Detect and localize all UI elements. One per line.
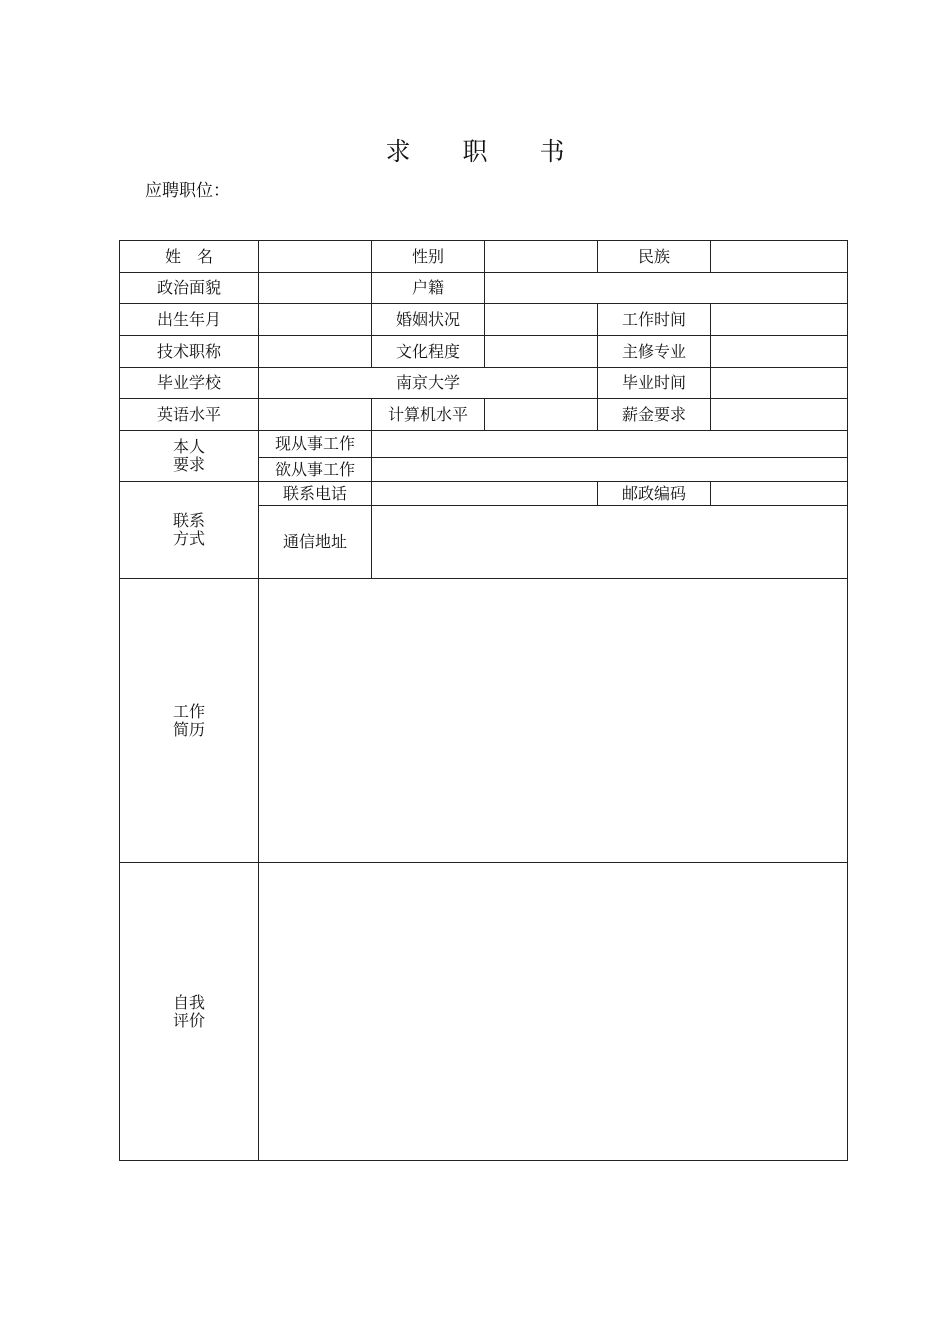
school-field[interactable]: 南京大学 <box>259 368 598 399</box>
address-label: 通信地址 <box>259 506 372 579</box>
english-level-field[interactable] <box>259 399 372 431</box>
work-start-label: 工作时间 <box>598 304 711 336</box>
self-evaluation-label-line1: 自我 <box>172 992 205 1012</box>
desired-job-field[interactable] <box>372 458 848 482</box>
computer-level-label: 计算机水平 <box>372 399 485 431</box>
salary-label: 薪金要求 <box>598 399 711 431</box>
marital-status-field[interactable] <box>485 304 598 336</box>
postcode-label: 邮政编码 <box>598 482 711 506</box>
current-job-field[interactable] <box>372 431 848 458</box>
technical-title-field[interactable] <box>259 336 372 368</box>
hukou-field[interactable] <box>485 273 848 304</box>
salary-field[interactable] <box>711 399 848 431</box>
self-evaluation-label-line2: 评价 <box>172 1010 205 1030</box>
work-history-label-line2: 简历 <box>172 719 205 739</box>
self-evaluation-field[interactable] <box>259 863 848 1161</box>
phone-label: 联系电话 <box>259 482 372 506</box>
school-label: 毕业学校 <box>120 368 259 399</box>
work-start-field[interactable] <box>711 304 848 336</box>
work-history-label <box>120 579 259 863</box>
requirements-label <box>120 431 259 482</box>
english-level-label: 英语水平 <box>120 399 259 431</box>
education-label: 文化程度 <box>372 336 485 368</box>
phone-field[interactable] <box>372 482 598 506</box>
name-field[interactable] <box>259 241 372 273</box>
contact-label <box>120 482 259 579</box>
name-label: 姓 名 <box>120 241 259 273</box>
work-history-field[interactable] <box>259 579 848 863</box>
birth-date-field[interactable] <box>259 304 372 336</box>
self-evaluation-label <box>120 863 259 1161</box>
major-field[interactable] <box>711 336 848 368</box>
address-field[interactable] <box>372 506 848 579</box>
contact-label-line1: 联系 <box>172 511 205 530</box>
graduation-time-field[interactable] <box>711 368 848 399</box>
ethnicity-label: 民族 <box>598 241 711 273</box>
requirements-label-line2: 要求 <box>172 455 205 474</box>
position-label: 应聘职位： <box>145 181 230 201</box>
marital-status-label: 婚姻状况 <box>372 304 485 336</box>
graduation-time-label: 毕业时间 <box>598 368 711 399</box>
desired-job-label: 欲从事工作 <box>259 458 372 482</box>
work-history-label-line1: 工作 <box>172 701 205 721</box>
computer-level-field[interactable] <box>485 399 598 431</box>
requirements-label-line1: 本人 <box>172 437 205 456</box>
gender-label: 性别 <box>372 241 485 273</box>
hukou-label: 户籍 <box>372 273 485 304</box>
birth-date-label: 出生年月 <box>120 304 259 336</box>
political-status-label: 政治面貌 <box>120 273 259 304</box>
postcode-field[interactable] <box>711 482 848 506</box>
political-status-field[interactable] <box>259 273 372 304</box>
ethnicity-field[interactable] <box>711 241 848 273</box>
technical-title-label: 技术职称 <box>120 336 259 368</box>
contact-label-line2: 方式 <box>172 529 205 548</box>
education-field[interactable] <box>485 336 598 368</box>
current-job-label: 现从事工作 <box>259 431 372 458</box>
resume-form-table <box>119 240 848 1161</box>
page-title: 求 职 书 <box>385 137 587 166</box>
major-label: 主修专业 <box>598 336 711 368</box>
gender-field[interactable] <box>485 241 598 273</box>
